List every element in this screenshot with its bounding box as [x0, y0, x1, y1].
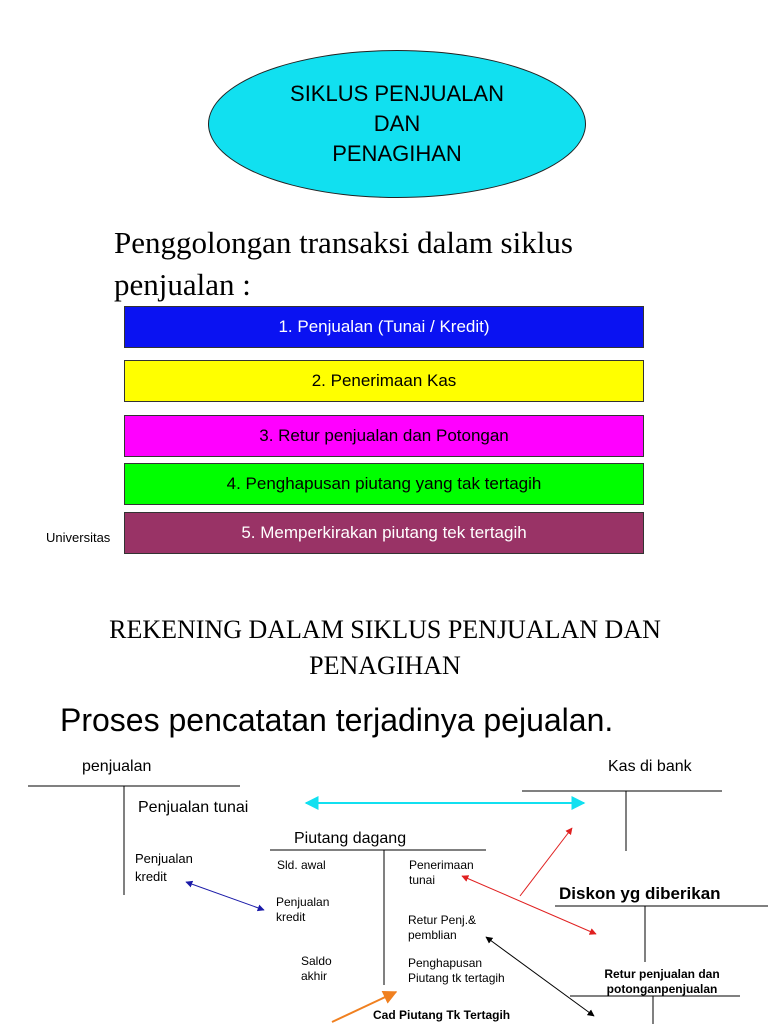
entry-line: Retur Penj.&: [408, 913, 477, 927]
account-penjualan-tunai: Penjualan tunai: [138, 799, 249, 816]
section-title-line-1: REKENING DALAM SIKLUS PENJUALAN DAN: [109, 615, 661, 644]
account-retur-title: [562, 967, 762, 997]
piutang-debit-penjualan-kredit: [276, 895, 329, 925]
title-line-3: PENAGIHAN: [332, 141, 462, 166]
category-label: 4. Penghapusan piutang yang tak tertagih: [226, 474, 542, 493]
process-title: Proses pencatatan terjadinya pejualan.: [60, 702, 614, 738]
subtitle-line-1: Penggolongan transaksi dalam siklus: [114, 225, 573, 260]
category-label: 1. Penjualan (Tunai / Kredit): [278, 317, 490, 336]
entry-line: Penjualan: [135, 851, 193, 866]
title-line-1: SIKLUS PENJUALAN: [290, 81, 504, 106]
side-label: Universitas: [46, 530, 111, 545]
entry-line: Penerimaan: [409, 858, 474, 872]
entry-line: Saldo: [301, 954, 332, 968]
entry-line: akhir: [301, 969, 328, 983]
piutang-credit-retur: [408, 913, 476, 943]
account-diskon-title: Diskon yg diberikan: [559, 884, 721, 903]
category-label: 2. Penerimaan Kas: [311, 371, 457, 390]
entry-line: pemblian: [408, 928, 457, 942]
account-penjualan-title: penjualan: [82, 758, 152, 775]
entry-line: tunai: [409, 873, 436, 887]
entry-line: kredit: [276, 910, 306, 924]
account-kas-title: Kas di bank: [608, 758, 692, 775]
piutang-debit-saldo-akhir: [301, 954, 332, 984]
piutang-debit-saldo-awal: Sld. awal: [277, 858, 326, 872]
subtitle-line-2: penjualan :: [114, 267, 251, 302]
category-label: 5. Memperkirakan piutang tek tertagih: [241, 523, 527, 542]
category-label: 3. Retur penjualan dan Potongan: [259, 426, 509, 445]
entry-line: Penjualan: [276, 895, 330, 909]
entry-line: Piutang tk tertagih: [408, 971, 505, 985]
piutang-credit-penghapusan: [408, 956, 505, 986]
section-title-line-2: PENAGIHAN: [309, 651, 461, 680]
piutang-credit-penerimaan: [409, 858, 474, 888]
account-piutang-title: Piutang dagang: [294, 830, 407, 847]
account-penjualan-kredit: [135, 850, 193, 886]
title-line: potonganpenjualan: [606, 982, 718, 996]
entry-line: kredit: [135, 869, 167, 884]
arrow-penjualan-kredit-piutang: [186, 882, 264, 910]
entry-line: Penghapusan: [408, 956, 483, 970]
title-line: Retur penjualan dan: [604, 967, 720, 981]
title-line-2: DAN: [373, 111, 421, 136]
account-cadangan-title: Cad Piutang Tk Tertagih: [373, 1008, 511, 1022]
